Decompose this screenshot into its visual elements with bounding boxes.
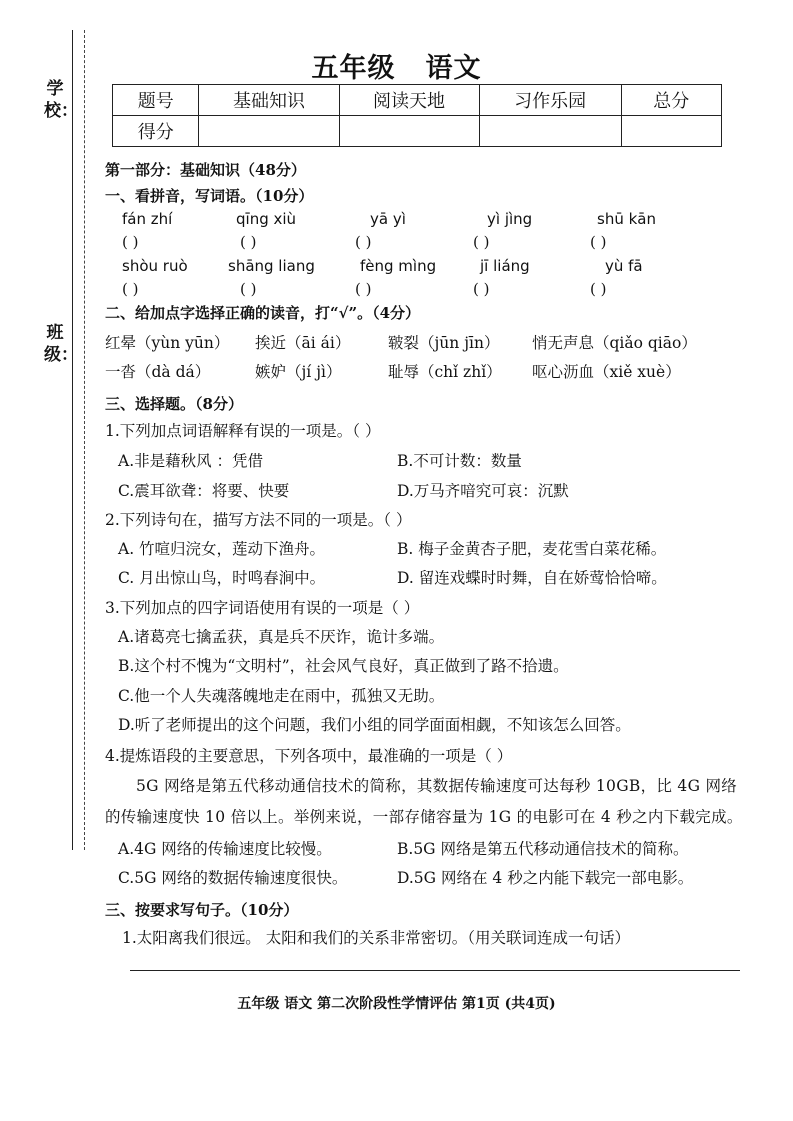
binding-margin-line <box>72 30 73 850</box>
pinyin-item: jī liáng <box>480 257 530 275</box>
choice-option[interactable]: A.4G 网络的传输速度比较慢。 <box>118 840 332 858</box>
pronunciation-item[interactable]: 悄无声息（qiǎo qiāo） <box>532 334 697 352</box>
score-cell[interactable] <box>479 116 621 147</box>
score-header-cell: 基础知识 <box>199 85 339 116</box>
pronunciation-item[interactable]: 嫉妒（jí jì） <box>255 363 342 381</box>
answer-blank[interactable]: ( ) <box>590 280 607 298</box>
pinyin-item: fán zhí <box>122 210 173 228</box>
choice-option[interactable]: C.他一个人失魂落魄地走在雨中，孤独又无助。 <box>118 687 445 705</box>
answer-blank[interactable]: ( ) <box>473 233 490 251</box>
school-label: 学校： <box>44 79 78 121</box>
score-table-header-row <box>113 85 722 116</box>
pinyin-item: yù fā <box>605 257 643 275</box>
question-stem: 1.太阳离我们很远。 太阳和我们的关系非常密切。（用关联词连成一句话） <box>122 929 630 947</box>
pronunciation-item[interactable]: 红晕（yùn yūn） <box>105 334 230 352</box>
section2-heading: 二、给加点字选择正确的读音，打“√”。（4分） <box>105 304 421 322</box>
page-footer: 五年级 语文 第二次阶段性学情评估 第1页 (共4页) <box>237 996 556 1012</box>
choice-option[interactable]: A. 竹喧归浣女，莲动下渔舟。 <box>118 540 326 558</box>
choice-option[interactable]: C.5G 网络的数据传输速度很快。 <box>118 869 348 887</box>
title-grade: 五年级 <box>311 53 396 84</box>
choice-option[interactable]: C.震耳欲聋：将要、快要 <box>118 482 290 500</box>
pronunciation-item[interactable]: 一沓（dà dá） <box>105 363 211 381</box>
score-cell[interactable] <box>621 116 721 147</box>
choice-option[interactable]: B.不可计数：数量 <box>397 452 522 470</box>
choice-option[interactable]: A.非是藉秋风 ：凭借 <box>118 452 264 470</box>
pinyin-item: yì jìng <box>487 210 533 228</box>
score-cell[interactable] <box>199 116 339 147</box>
answer-blank[interactable]: ( ) <box>122 280 139 298</box>
question-stem: 4.提炼语段的主要意思，下列各项中，最准确的一项是（ ） <box>105 747 513 765</box>
part1-heading: 第一部分：基础知识（48分） <box>105 161 306 179</box>
score-header-cell: 阅读天地 <box>339 85 479 116</box>
passage-line: 的传输速度快 10 倍以上。举例来说，一部存储容量为 1G 的电影可在 4 秒之内下载完成。 <box>105 808 743 826</box>
choice-option[interactable]: B. 梅子金黄杏子肥，麦花雪白菜花稀。 <box>397 540 667 558</box>
question-stem: 2.下列诗句在，描写方法不同的一项是。（ ） <box>105 511 412 529</box>
page-title <box>0 46 793 85</box>
question-stem: 1.下列加点词语解释有误的一项是。（ ） <box>105 422 381 440</box>
answer-blank[interactable]: ( ) <box>240 280 257 298</box>
passage-line: 5G 网络是第五代移动通信技术的简称，其数据传输速度可达每秒 10GB，比 4G 网络 <box>136 777 738 795</box>
answer-blank[interactable]: ( ) <box>473 280 490 298</box>
score-header-cell: 总分 <box>621 85 721 116</box>
choice-option[interactable]: A.诸葛亮七擒孟获，真是兵不厌诈，诡计多端。 <box>118 628 445 646</box>
pronunciation-item[interactable]: 耻辱（chǐ zhǐ） <box>388 363 502 381</box>
score-header-cell: 习作乐园 <box>479 85 621 116</box>
choice-option[interactable]: D.听了老师提出的这个问题，我们小组的同学面面相觑，不知该怎么回答。 <box>118 716 631 734</box>
class-label: 班级： <box>44 323 78 365</box>
pinyin-item: shāng liang <box>228 257 315 275</box>
answer-blank[interactable]: ( ) <box>355 280 372 298</box>
choice-option[interactable]: D.万马齐喑究可哀：沉默 <box>397 482 569 500</box>
pronunciation-item[interactable]: 挨近（āi ái） <box>255 334 351 352</box>
section4-heading: 三、按要求写句子。（10分） <box>105 901 299 919</box>
cut-line <box>84 30 85 850</box>
title-subject: 语文 <box>425 53 482 84</box>
choice-option[interactable]: B.这个村不愧为“文明村”，社会风气良好，真正做到了路不拾遗。 <box>118 657 569 675</box>
answer-blank[interactable]: ( ) <box>590 233 607 251</box>
choice-option[interactable]: D.5G 网络在 4 秒之内能下载完一部电影。 <box>397 869 694 887</box>
pronunciation-item[interactable]: 呕心沥血（xiě xuè） <box>532 363 681 381</box>
answer-blank[interactable]: ( ) <box>122 233 139 251</box>
answer-blank[interactable]: ( ) <box>240 233 257 251</box>
choice-option[interactable]: B.5G 网络是第五代移动通信技术的简称。 <box>397 840 689 858</box>
score-table-score-row <box>113 116 722 147</box>
pinyin-item: qīng xiù <box>236 210 297 228</box>
score-cell[interactable] <box>339 116 479 147</box>
pinyin-item: shū kān <box>597 210 656 228</box>
footer-divider <box>130 970 740 971</box>
answer-blank[interactable]: ( ) <box>355 233 372 251</box>
pinyin-item: shòu ruò <box>122 257 188 275</box>
pinyin-item: fèng mìng <box>360 257 437 275</box>
pronunciation-item[interactable]: 皲裂（jūn jīn） <box>388 334 500 352</box>
pinyin-item: yā yì <box>370 210 406 228</box>
choice-option[interactable]: C. 月出惊山鸟，时鸣春涧中。 <box>118 569 326 587</box>
score-table <box>112 84 722 147</box>
section1-heading: 一、看拼音，写词语。（10分） <box>105 187 314 205</box>
score-row-label: 得分 <box>113 116 199 147</box>
choice-option[interactable]: D. 留连戏蝶时时舞，自在娇莺恰恰啼。 <box>397 569 667 587</box>
section3-heading: 三、选择题。（8分） <box>105 395 243 413</box>
question-stem: 3.下列加点的四字词语使用有误的一项是（ ） <box>105 599 420 617</box>
score-header-cell: 题号 <box>113 85 199 116</box>
